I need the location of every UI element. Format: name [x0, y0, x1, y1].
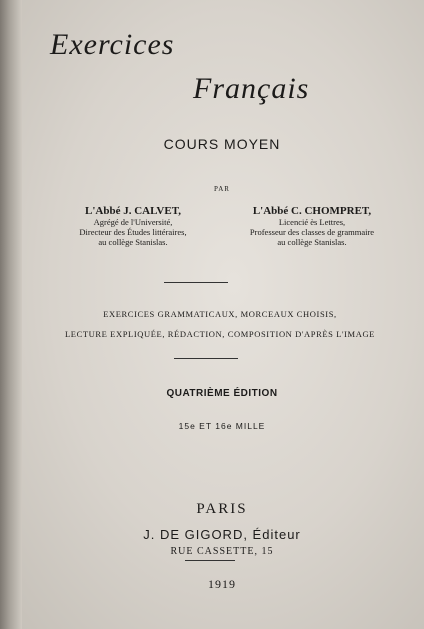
author-credential: Agrégé de l'Université,	[93, 217, 173, 227]
title-line-2: Français	[193, 72, 310, 105]
author-credential: Licencié ès Lettres,	[278, 217, 346, 227]
author-credential: au collège Stanislas.	[277, 237, 347, 247]
printing-label: 15e ET 16e MILLE	[178, 421, 266, 431]
divider-rule	[164, 282, 228, 283]
imprint-city: PARIS	[196, 501, 248, 517]
imprint-year: 1919	[208, 577, 236, 591]
author-credential: Professeur des classes de grammaire	[249, 227, 375, 237]
imprint-publisher: J. DE GIGORD, Éditeur	[143, 527, 301, 542]
title-line-1: Exercices	[50, 28, 175, 61]
subtitle: COURS MOYEN	[163, 136, 281, 152]
author-chompret	[222, 205, 402, 247]
description-line-1: EXERCICES GRAMMATICAUX, MORCEAUX CHOISIS,	[103, 309, 337, 319]
imprint-address: RUE CASSETTE, 15	[170, 546, 274, 557]
divider-rule	[185, 560, 235, 561]
author-credential: Directeur des Études littéraires,	[79, 227, 187, 237]
author-credential: au collège Stanislas.	[98, 237, 168, 247]
author-name: L'Abbé C. CHOMPRET,	[252, 205, 372, 217]
author-calvet	[48, 205, 218, 247]
edition-label: QUATRIÈME ÉDITION	[166, 388, 278, 399]
author-name: L'Abbé J. CALVET,	[85, 205, 181, 217]
by-label: PAR	[214, 185, 230, 193]
divider-rule	[174, 358, 238, 359]
description-line-2: LECTURE EXPLIQUÉE, RÉDACTION, COMPOSITION D'APRÈS L'IMAGE	[65, 329, 375, 339]
